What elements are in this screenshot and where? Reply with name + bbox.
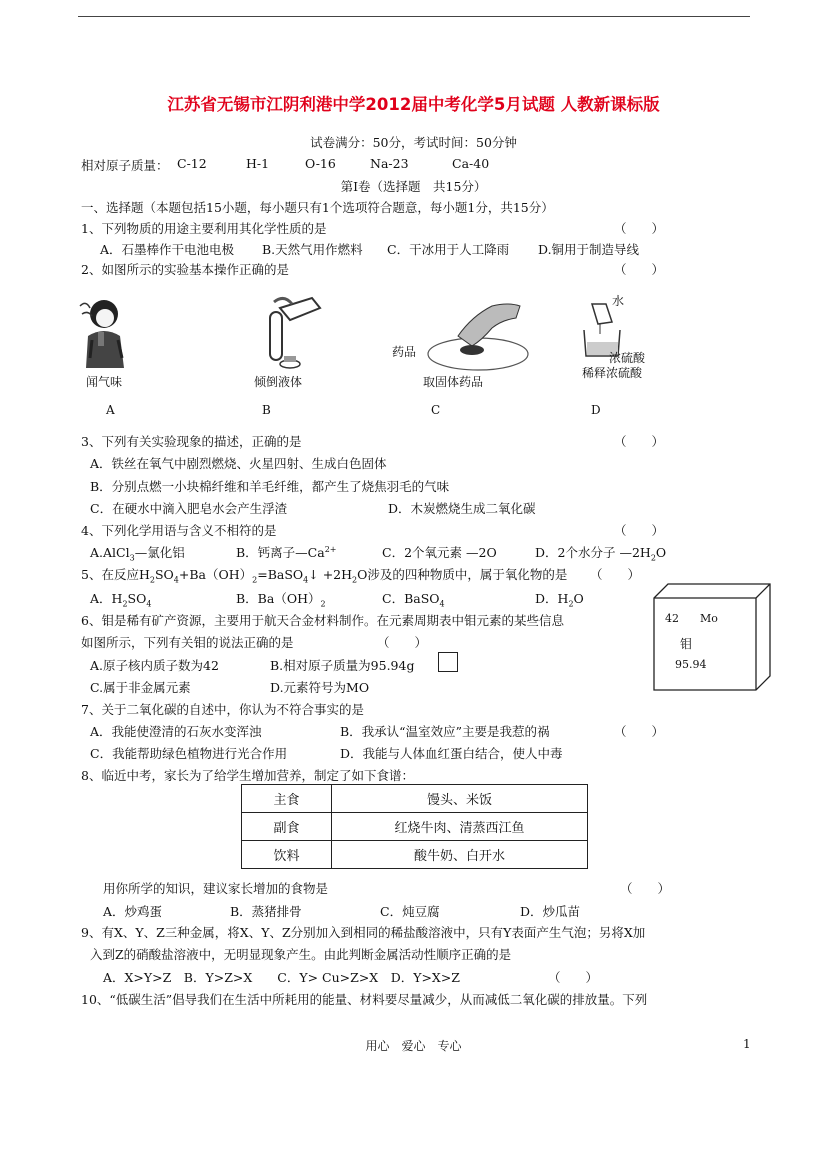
q6-option-d: D.元素符号为MO (270, 680, 370, 695)
element-name: 钼 (680, 637, 693, 651)
q8-prompt: 用你所学的知识，建议家长增加的食物是 (103, 881, 329, 896)
acid-label: 浓硫酸 (609, 351, 646, 365)
page-title: 江苏省无锡市江阴利港中学2012届中考化学5月试题 人教新课标版 (167, 95, 660, 114)
element-symbol: Mo (700, 612, 718, 625)
menu-table (241, 784, 588, 869)
q7-option-a: A．我能使澄清的石灰水变浑浊 (90, 724, 262, 739)
solid-drug-figure (412, 296, 532, 376)
drug-label: 药品 (392, 345, 417, 359)
q9-stem-line1: 9、有X、Y、Z三种金属，将X、Y、Z分别加入到相同的稀盐酸溶液中，只有Y表面产生气泡；另将X加 (81, 925, 646, 940)
header-rule (78, 16, 750, 17)
q4-option-b: B．钙离子$—Ca^{2+}$ (236, 544, 337, 560)
q7-option-b: B．我承认“温室效应”主要是我惹的祸 (340, 724, 550, 739)
q3-stem: 3、下列有关实验现象的描述，正确的是 (81, 434, 302, 449)
q5-option-a: A．$H_2SO_4$ (90, 591, 152, 609)
table-cell: 饮料 (242, 841, 332, 869)
q8-option-a: A．炒鸡蛋 (103, 904, 163, 919)
table-cell: 红烧牛肉、清蒸西江鱼 (332, 813, 588, 841)
exam-info: 试卷满分：50分，考试时间：50分钟 (310, 135, 517, 150)
atomic-mass-ca: Ca-40 (452, 156, 490, 171)
footer-motto: 用心 爱心 专心 (365, 1039, 462, 1053)
caption-pour: 倾倒液体 (254, 375, 303, 389)
table-row (242, 841, 588, 869)
q6-option-c: C.属于非金属元素 (90, 680, 191, 695)
q2-answer-paren: （ ） (614, 262, 665, 277)
q1-option-d: D.铜用于制造导线 (538, 242, 640, 257)
volume-title: 第Ⅰ卷（选择题 共15分） (340, 179, 487, 194)
q5-option-b: B．$Ba(OH)_2$ (236, 591, 326, 609)
q5-option-c: C．BaSO$_4$ (382, 591, 445, 609)
q8-option-d: D．炒瓜苗 (520, 904, 581, 919)
caption-dilute: 稀释浓硫酸 (582, 366, 643, 380)
q8-stem: 8、临近中考，家长为了给学生增加营养，制定了如下食谱： (81, 768, 414, 783)
q8-option-b: B．蒸猪排骨 (230, 904, 302, 919)
element-cell-mo (652, 582, 772, 692)
q3-option-b: B．分别点燃一小块棉纤维和羊毛纤维，都产生了烧焦羽毛的气味 (90, 479, 450, 494)
q6-answer-paren: （ ） (377, 635, 428, 650)
caption-solid-drug: 取固体药品 (423, 375, 484, 389)
element-number: 42 (665, 612, 679, 625)
answer-box (438, 652, 458, 672)
q8-answer-paren: （ ） (620, 881, 671, 896)
q1-option-a: A．石墨棒作干电池电极 (100, 242, 235, 257)
section-heading: 一、选择题（本题包括15小题，每小题只有1个选项符合题意，每小题1分，共15分） (81, 200, 554, 215)
page-number: 1 (743, 1037, 751, 1051)
atomic-mass-na: Na-23 (370, 156, 409, 171)
q4-option-d: D．2个水分子 $—2H_2O$ (535, 545, 667, 563)
element-mass: 95.94 (675, 658, 707, 671)
label-c: C (431, 403, 441, 417)
q4-option-a: A.AlCl$_3$—氯化铝 (90, 545, 185, 563)
q1-option-b: B.天然气用作燃料 (262, 242, 363, 257)
water-label: 水 (612, 294, 625, 308)
q3-option-a: A．铁丝在氧气中剧烈燃烧、火星四射、生成白色固体 (90, 456, 387, 471)
q7-option-c: C．我能帮助绿色植物进行光合作用 (90, 746, 288, 761)
q6-stem-line2: 如图所示，下列有关钼的说法正确的是 (81, 635, 294, 650)
table-row (242, 785, 588, 813)
label-b: B (262, 403, 271, 417)
label-a: A (106, 403, 115, 417)
q8-option-c: C．炖豆腐 (380, 904, 440, 919)
q7-option-d: D．我能与人体血红蛋白结合，使人中毒 (340, 746, 563, 761)
q5-option-d: D．$H_2O$ (535, 591, 584, 609)
table-cell: 酸牛奶、白开水 (332, 841, 588, 869)
atomic-mass-label: 相对原子质量： (81, 158, 169, 173)
q6-option-a: A.原子核内质子数为42 (90, 658, 219, 673)
q5-stem: 5、在反应$H_2SO_4+Ba(OH)_2=BaSO_4↓ +2H_2O$涉及的四种物质中，属于氧化物的是 (81, 567, 568, 585)
pour-figure (250, 294, 330, 378)
q1-stem: 1、下列物质的用途主要利用其化学性质的是 (81, 221, 327, 236)
caption-smell: 闻气味 (86, 375, 123, 389)
q3-answer-paren: （ ） (614, 434, 665, 449)
q4-answer-paren: （ ） (614, 523, 665, 538)
q2-stem: 2、如图所示的实验基本操作正确的是 (81, 262, 289, 277)
table-row (242, 813, 588, 841)
table-cell: 副食 (242, 813, 332, 841)
q1-answer-paren: （ ） (614, 221, 665, 236)
q7-stem: 7、关于二氧化碳的自述中，你认为不符合事实的是 (81, 702, 364, 717)
q4-stem: 4、下列化学用语与含义不相符的是 (81, 523, 277, 538)
q6-option-b: B.相对原子质量为95.94g (270, 658, 415, 673)
label-d: D (591, 403, 601, 417)
q3-option-d: D．木炭燃烧生成二氧化碳 (388, 501, 536, 516)
atomic-mass-h: H-1 (246, 156, 270, 171)
q10-stem: 10、“低碳生活”倡导我们在生活中所耗用的能量、材料要尽量减少，从而减低二氧化碳的排放量。下列 (81, 992, 648, 1007)
q1-option-c: C．干冰用于人工降雨 (387, 242, 510, 257)
q4-option-c: C．2个氧元素 —2O (382, 545, 497, 560)
table-cell: 主食 (242, 785, 332, 813)
q9-options: A．X>Y>Z B．Y>Z>X C．Y> Cu>Z>X D．Y>X>Z (103, 970, 460, 985)
table-cell: 馒头、米饭 (332, 785, 588, 813)
atomic-mass-c: C-12 (177, 156, 207, 171)
q9-answer-paren: （ ） (548, 970, 599, 985)
q5-answer-paren: （ ） (590, 567, 641, 582)
atomic-mass-o: O-16 (305, 156, 336, 171)
q7-answer-paren: （ ） (614, 724, 665, 739)
q9-stem-line2: 入到Z的硝酸盐溶液中，无明显现象产生。由此判断金属活动性顺序正确的是 (90, 947, 512, 962)
q6-stem-line1: 6、钼是稀有矿产资源，主要用于航天合金材料制作。在元素周期表中钼元素的某些信息 (81, 613, 564, 628)
q3-option-c: C．在硬水中滴入肥皂水会产生浮渣 (90, 501, 288, 516)
